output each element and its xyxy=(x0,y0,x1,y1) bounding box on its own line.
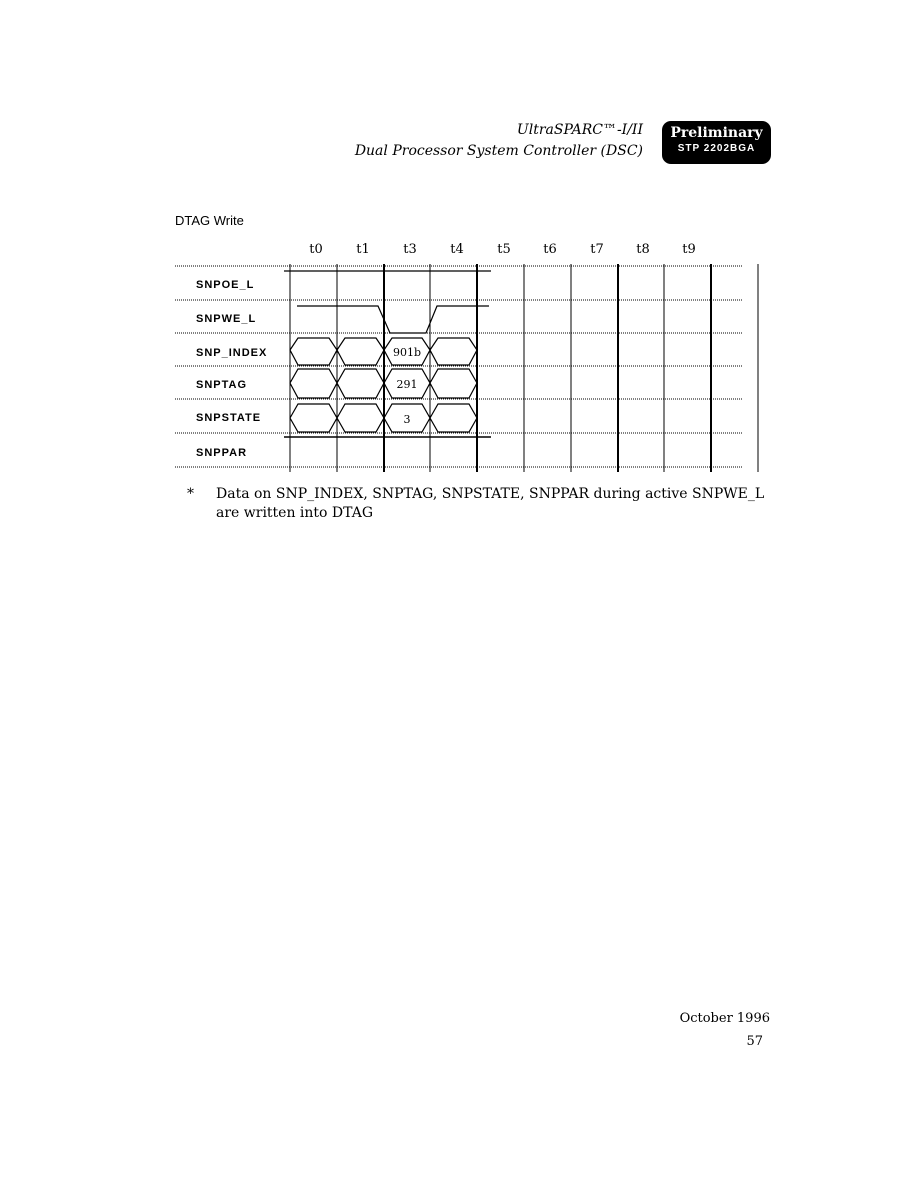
bus-value-snptag: 291 xyxy=(396,378,418,391)
footnote-marker: * xyxy=(187,486,194,502)
time-label-t8: t8 xyxy=(636,242,650,257)
time-label-t1: t1 xyxy=(356,242,370,257)
time-label-t4: t4 xyxy=(450,242,464,257)
signal-label-snptag: SNPTAG xyxy=(196,379,248,391)
page-number: 57 xyxy=(746,1034,763,1049)
bus-cell-snpstate xyxy=(290,404,337,432)
bus-value-snp-index: 901b xyxy=(392,346,422,359)
badge-title: Preliminary xyxy=(670,125,763,141)
badge-part-number: STP 2202BGA xyxy=(677,143,756,154)
bus-cell-snptag xyxy=(290,369,337,398)
bus-cell-snp-index xyxy=(337,338,384,365)
header-subtitle: Dual Processor System Controller (DSC) xyxy=(354,143,643,159)
signal-label-snppar: SNPPAR xyxy=(196,447,248,459)
bus-cell-snptag xyxy=(337,369,384,398)
time-label-t9: t9 xyxy=(682,242,696,257)
signal-label-snpwe-l: SNPWE_L xyxy=(196,313,257,325)
bus-cell-snptag xyxy=(430,369,477,398)
time-label-t3: t3 xyxy=(403,242,417,257)
bus-value-snpstate: 3 xyxy=(403,413,411,426)
bus-cell-snp-index xyxy=(290,338,337,365)
signal-label-snp-index: SNP_INDEX xyxy=(196,347,268,359)
time-label-t6: t6 xyxy=(543,242,557,257)
bus-cell-snpstate xyxy=(430,404,477,432)
footer-date: October 1996 xyxy=(679,1011,770,1026)
signal-label-snpstate: SNPSTATE xyxy=(196,412,262,424)
time-label-t7: t7 xyxy=(590,242,604,257)
timing-diagram xyxy=(0,0,913,520)
footnote-text: Data on SNP_INDEX, SNPTAG, SNPSTATE, SNPPAR during active SNPWE_L are written into DTAG xyxy=(216,486,765,521)
waveform-snpwe-l xyxy=(297,306,489,333)
header-product-name: UltraSPARC™-I/II xyxy=(516,122,643,138)
signal-label-snpoe-l: SNPOE_L xyxy=(196,279,255,291)
figure-title: DTAG Write xyxy=(175,213,244,228)
time-label-t5: t5 xyxy=(497,242,511,257)
bus-cell-snp-index xyxy=(430,338,477,365)
bus-cell-snpstate xyxy=(337,404,384,432)
time-label-t0: t0 xyxy=(309,242,323,257)
